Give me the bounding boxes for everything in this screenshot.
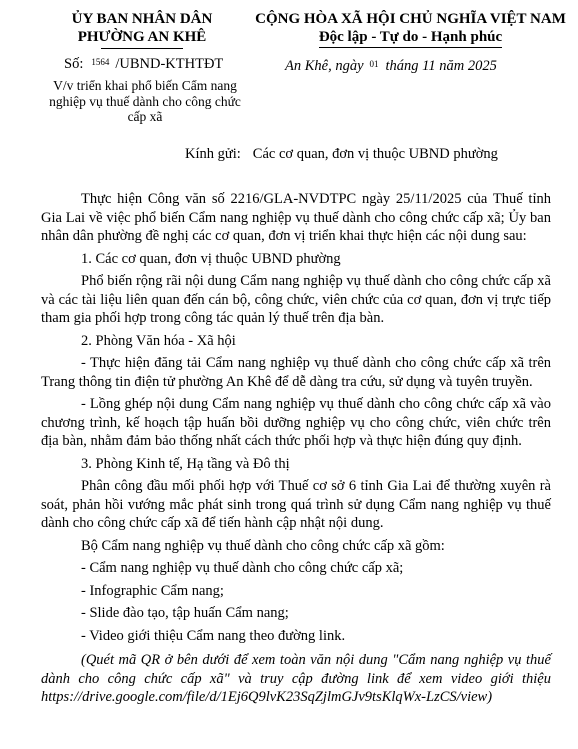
- body-paragraph: Phân công đầu mối phối hợp với Thuế cơ sở 6 tỉnh Gia Lai để thường xuyên rà soát, phản hồi vướng mắc phát sinh trong quá trình sử dụng Cẩm nang nghiệp vụ thuế dành cho công chức cấp xã để tiến hành cập nhật nội dung.: [41, 478, 551, 531]
- document-body: [41, 190, 551, 711]
- national-title: [248, 10, 573, 48]
- list-item: - Infographic Cẩm nang;: [81, 582, 224, 599]
- qr-note: (Quét mã QR ở bên dưới để xem toàn văn nội dung "Cẩm nang nghiệp vụ thuế dành cho công chức cấp xã" và truy cập đường link để xem video giới thiệu https://drive.google.com/file/d/1Ej6Q9lvK23SqZjlmGJv9tsKlqWx-LzCS/view): [41, 652, 551, 705]
- list-item: - Cẩm nang nghiệp vụ thuế dành cho công chức cấp xã;: [81, 560, 404, 576]
- list-item: - Video giới thiệu Cẩm nang theo đường link.: [81, 627, 346, 644]
- issuing-agency: [42, 10, 242, 49]
- recipient-label: Kính gửi:: [185, 146, 241, 162]
- date-prefix: An Khê, ngày: [285, 58, 364, 74]
- section-heading: 3. Phòng Kinh tế, Hạ tầng và Đô thị: [81, 455, 290, 472]
- recipient-value: Các cơ quan, đơn vị thuộc UBND phường: [252, 146, 498, 162]
- body-paragraph: Bộ Cẩm nang nghiệp vụ thuế dành cho công chức cấp xã gồm:: [81, 537, 445, 554]
- document-subject: V/v triển khai phổ biến Cẩm nang nghiệp vụ thuế dành cho công chức cấp xã: [49, 78, 241, 124]
- recipient-line: [185, 146, 510, 163]
- agency-underline: [101, 48, 183, 49]
- document-date: [285, 58, 497, 75]
- document-number: [64, 56, 223, 73]
- section-heading: 1. Các cơ quan, đơn vị thuộc UBND phường: [81, 250, 341, 267]
- doc-number-prefix: Số:: [64, 56, 84, 72]
- list-item: - Slide đào tạo, tập huấn Cẩm nang;: [81, 605, 289, 621]
- agency-line-2: PHƯỜNG AN KHÊ: [77, 29, 207, 45]
- body-paragraph: - Lồng ghép nội dung Cẩm nang nghiệp vụ thuế dành cho công chức cấp xã vào chương trình, kế hoạch tập huấn bồi dưỡng nghiệp vụ cho công chức, viên chức trên địa bàn, nhằm đảm bảo thống nhất cách thức phối hợp và thực hiện đúng quy định.: [41, 396, 551, 449]
- date-suffix: tháng 11 năm 2025: [385, 58, 497, 74]
- agency-line-1: ỦY BAN NHÂN DÂN: [71, 11, 213, 27]
- body-paragraph: - Thực hiện đăng tải Cẩm nang nghiệp vụ thuế dành cho công chức cấp xã trên Trang thông tin điện tử phường An Khê để dễ dàng tra cứu, sử dụng và tuyên truyền.: [41, 355, 551, 390]
- body-paragraph: Phổ biến rộng rãi nội dung Cẩm nang nghiệp vụ thuế dành cho công chức cấp xã và các tài liệu liên quan đến cán bộ, công chức, viên chức của cơ quan, đơn vị trực tiếp tham gia phối hợp trong công tác quản lý thuế trên địa bàn.: [41, 273, 551, 326]
- national-motto: Độc lập - Tự do - Hạnh phúc: [319, 28, 502, 48]
- body-paragraph: Thực hiện Công văn số 2216/GLA-NVDTPC ngày 25/11/2025 của Thuế tỉnh Gia Lai về việc phổ biến Cẩm nang nghiệp vụ thuế dành cho công chức cấp xã; Ủy ban nhân dân phường đề nghị các cơ quan, đơn vị triển khai thực hiện các nội dung sau:: [41, 191, 551, 244]
- section-heading: 2. Phòng Văn hóa - Xã hội: [81, 332, 236, 349]
- doc-number-suffix: /UBND-KTHTĐT: [115, 56, 224, 72]
- national-name: CỘNG HÒA XÃ HỘI CHỦ NGHĨA VIỆT NAM: [255, 11, 566, 27]
- date-day: 01: [369, 59, 379, 69]
- doc-number-value: 1564: [91, 57, 110, 67]
